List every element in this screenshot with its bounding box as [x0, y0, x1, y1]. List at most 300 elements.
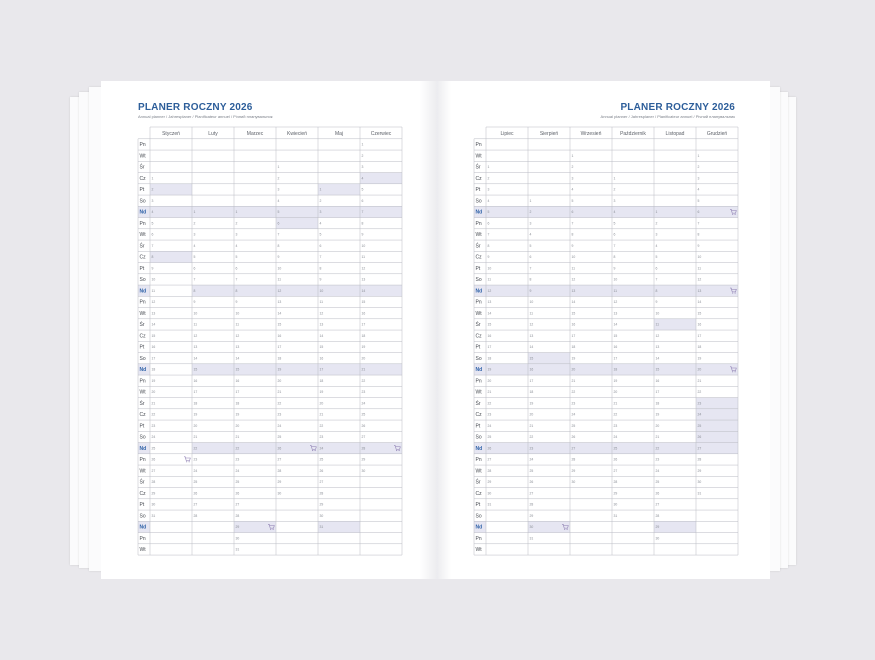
day-label: So [475, 513, 482, 520]
shaded-cell [234, 206, 276, 217]
day-number: 9 [571, 243, 574, 248]
day-number: 8 [235, 288, 238, 293]
day-number: 26 [361, 423, 366, 428]
day-label: Wt [475, 468, 482, 475]
day-number: 8 [655, 288, 658, 293]
day-number: 28 [277, 468, 282, 473]
day-number: 20 [235, 423, 240, 428]
day-number: 30 [571, 480, 576, 485]
day-number: 23 [319, 435, 324, 440]
day-label: Pn [139, 220, 146, 227]
day-label: Śr [475, 243, 481, 250]
day-number: 26 [487, 446, 492, 451]
day-number: 2 [529, 210, 532, 215]
day-label: Cz [475, 412, 482, 419]
day-label: Pn [139, 378, 146, 385]
shaded-cell [528, 443, 570, 454]
day-number: 17 [655, 390, 660, 395]
day-number: 18 [235, 401, 240, 406]
day-number: 6 [613, 232, 616, 237]
day-number: 7 [277, 232, 280, 237]
day-number: 14 [697, 300, 702, 305]
shaded-cell [696, 431, 738, 442]
shaded-cell [318, 443, 360, 454]
day-number: 6 [697, 210, 700, 215]
day-label: So [139, 355, 146, 362]
day-label: Nd [139, 209, 147, 216]
day-number: 29 [697, 468, 702, 473]
day-number: 12 [235, 333, 240, 338]
day-number: 13 [487, 300, 492, 305]
day-number: 22 [319, 423, 324, 428]
day-number: 16 [697, 322, 702, 327]
day-number: 28 [613, 480, 618, 485]
day-label: Pt [475, 502, 481, 509]
day-number: 17 [529, 378, 534, 383]
day-number: 19 [193, 412, 198, 417]
day-number: 18 [571, 345, 576, 350]
day-number: 31 [235, 547, 240, 552]
day-number: 12 [193, 333, 198, 338]
day-number: 1 [571, 153, 574, 158]
day-number: 30 [487, 491, 492, 496]
day-label: Wt [475, 389, 482, 396]
day-number: 27 [361, 435, 366, 440]
book-spine-shadow-right [437, 81, 451, 579]
day-number: 29 [571, 468, 576, 473]
day-number: 1 [319, 187, 322, 192]
shaded-cell [360, 364, 402, 375]
day-number: 9 [613, 266, 616, 271]
day-number: 23 [361, 390, 366, 395]
day-number: 10 [319, 288, 324, 293]
day-label: Pn [475, 142, 482, 149]
day-number: 18 [151, 367, 156, 372]
day-number: 11 [529, 311, 534, 316]
day-number: 4 [151, 210, 154, 215]
day-number: 14 [193, 356, 198, 361]
day-number: 12 [319, 311, 324, 316]
day-number: 28 [319, 491, 324, 496]
day-number: 10 [487, 266, 492, 271]
right-page [437, 81, 770, 579]
day-number: 18 [319, 378, 324, 383]
day-number: 15 [235, 367, 240, 372]
day-number: 25 [655, 480, 660, 485]
page-subtitle: Annual planner / Jahresplaner / Planificateur annuel / Річний планувальник [138, 114, 273, 119]
day-number: 11 [361, 255, 366, 260]
day-number: 28 [235, 513, 240, 518]
day-number: 24 [655, 468, 660, 473]
day-number: 31 [151, 513, 156, 518]
day-number: 13 [319, 322, 324, 327]
day-number: 28 [697, 457, 702, 462]
day-number: 31 [529, 536, 534, 541]
day-number: 24 [193, 468, 198, 473]
day-number: 12 [571, 277, 576, 282]
shaded-cell [696, 443, 738, 454]
day-number: 27 [697, 446, 702, 451]
day-number: 16 [655, 378, 660, 383]
day-number: 13 [655, 345, 660, 350]
day-number: 8 [193, 288, 196, 293]
day-number: 1 [613, 176, 616, 181]
shaded-cell [570, 285, 612, 296]
day-number: 29 [319, 502, 324, 507]
day-number: 28 [151, 480, 156, 485]
day-number: 14 [487, 311, 492, 316]
day-number: 24 [235, 468, 240, 473]
day-number: 1 [151, 176, 154, 181]
day-label: Wt [475, 547, 482, 554]
shaded-cell [486, 364, 528, 375]
day-number: 4 [319, 221, 322, 226]
day-number: 25 [319, 457, 324, 462]
day-number: 7 [319, 255, 322, 260]
day-number: 25 [361, 412, 366, 417]
day-number: 3 [193, 232, 196, 237]
day-number: 16 [235, 378, 240, 383]
day-label: Wt [475, 310, 482, 317]
shaded-cell [570, 364, 612, 375]
shaded-cell [528, 285, 570, 296]
day-number: 14 [361, 288, 366, 293]
day-number: 9 [151, 266, 154, 271]
day-number: 18 [655, 401, 660, 406]
day-number: 1 [235, 210, 238, 215]
calendar-grid-left [101, 81, 434, 579]
day-number: 3 [613, 198, 616, 203]
day-number: 21 [193, 435, 198, 440]
day-number: 7 [487, 232, 490, 237]
day-number: 15 [277, 322, 282, 327]
shaded-cell [486, 285, 528, 296]
day-number: 30 [655, 536, 660, 541]
page-subtitle: Annual planner / Jahresplaner / Planificateur annuel / Річний планувальник [600, 114, 735, 119]
day-number: 5 [277, 210, 280, 215]
day-number: 9 [361, 232, 364, 237]
day-number: 13 [193, 345, 198, 350]
day-number: 24 [613, 435, 618, 440]
day-label: Pt [139, 344, 145, 351]
day-label: Pn [475, 220, 482, 227]
day-label: Pt [475, 265, 481, 272]
shaded-cell [192, 443, 234, 454]
day-number: 18 [487, 356, 492, 361]
shaded-cell [150, 206, 192, 217]
day-number: 19 [151, 378, 156, 383]
day-number: 5 [529, 243, 532, 248]
day-number: 11 [487, 277, 492, 282]
day-number: 15 [319, 345, 324, 350]
day-number: 25 [697, 423, 702, 428]
shaded-cell [570, 443, 612, 454]
shaded-cell [696, 398, 738, 409]
day-number: 18 [277, 356, 282, 361]
day-label: Nd [475, 524, 483, 531]
day-label: Nd [139, 288, 147, 295]
day-number: 11 [697, 266, 702, 271]
day-number: 6 [193, 266, 196, 271]
day-number: 24 [277, 423, 282, 428]
shopping-cart-icon [184, 457, 190, 463]
day-number: 26 [529, 480, 534, 485]
day-number: 5 [571, 198, 574, 203]
day-number: 20 [571, 367, 576, 372]
day-number: 12 [361, 266, 366, 271]
day-number: 4 [361, 176, 364, 181]
day-number: 27 [655, 502, 660, 507]
day-label: Pn [475, 378, 482, 385]
day-number: 6 [529, 255, 532, 260]
day-label: Nd [475, 445, 483, 452]
day-number: 28 [361, 446, 366, 451]
day-number: 3 [277, 187, 280, 192]
day-number: 30 [529, 525, 534, 530]
day-number: 7 [529, 266, 532, 271]
day-number: 14 [235, 356, 240, 361]
day-number: 23 [613, 423, 618, 428]
day-number: 20 [529, 412, 534, 417]
day-label: Nd [475, 209, 483, 216]
day-label: Śr [475, 322, 481, 329]
day-number: 15 [655, 367, 660, 372]
day-number: 10 [697, 255, 702, 260]
day-number: 24 [319, 446, 324, 451]
day-number: 14 [655, 356, 660, 361]
day-label: So [475, 355, 482, 362]
day-number: 26 [655, 491, 660, 496]
day-label: So [139, 434, 146, 441]
day-number: 3 [235, 232, 238, 237]
day-number: 11 [277, 277, 282, 282]
day-number: 4 [235, 243, 238, 248]
day-number: 12 [655, 333, 660, 338]
day-number: 13 [571, 288, 576, 293]
day-number: 20 [697, 367, 702, 372]
day-number: 24 [151, 435, 156, 440]
day-number: 9 [235, 300, 238, 305]
day-number: 31 [487, 502, 492, 507]
day-number: 11 [235, 322, 240, 327]
day-number: 6 [151, 232, 154, 237]
day-number: 31 [319, 525, 324, 530]
day-number: 27 [571, 446, 576, 451]
day-number: 4 [193, 243, 196, 248]
shaded-cell [570, 206, 612, 217]
month-header: Sierpień [539, 131, 559, 137]
calendar-grid-right [437, 81, 770, 579]
day-number: 3 [529, 221, 532, 226]
day-number: 5 [193, 255, 196, 260]
shaded-cell [654, 364, 696, 375]
day-label: Śr [475, 164, 481, 171]
day-label: Pt [475, 344, 481, 351]
day-number: 15 [613, 333, 618, 338]
day-number: 26 [697, 435, 702, 440]
day-label: Pn [475, 299, 482, 306]
day-number: 9 [529, 288, 532, 293]
day-number: 1 [277, 165, 280, 170]
day-number: 8 [613, 255, 616, 260]
shaded-cell [318, 364, 360, 375]
day-number: 15 [193, 367, 198, 372]
day-label: Pn [139, 299, 146, 306]
day-number: 12 [151, 300, 156, 305]
day-number: 16 [193, 378, 198, 383]
day-number: 28 [571, 457, 576, 462]
day-number: 17 [193, 390, 198, 395]
day-number: 19 [277, 367, 282, 372]
day-number: 12 [277, 288, 282, 293]
day-number: 15 [529, 356, 534, 361]
day-number: 21 [235, 435, 240, 440]
day-number: 19 [319, 390, 324, 395]
day-label: Wt [139, 310, 146, 317]
day-label: Cz [475, 175, 482, 182]
day-number: 19 [487, 367, 492, 372]
day-number: 23 [277, 412, 282, 417]
day-label: Nd [139, 445, 147, 452]
day-number: 1 [361, 142, 364, 147]
day-number: 7 [571, 221, 574, 226]
day-number: 21 [529, 423, 534, 428]
day-label: Śr [139, 243, 145, 250]
day-number: 24 [697, 412, 702, 417]
day-number: 8 [529, 277, 532, 282]
day-number: 6 [319, 243, 322, 248]
day-number: 13 [529, 333, 534, 338]
shaded-cell [654, 319, 696, 330]
day-number: 8 [697, 232, 700, 237]
day-number: 7 [151, 243, 154, 248]
day-number: 12 [529, 322, 534, 327]
day-number: 10 [193, 311, 198, 316]
shaded-cell [360, 173, 402, 184]
day-number: 26 [277, 446, 282, 451]
day-number: 7 [613, 243, 616, 248]
day-number: 30 [235, 536, 240, 541]
day-number: 9 [487, 255, 490, 260]
day-number: 16 [613, 345, 618, 350]
day-number: 14 [319, 333, 324, 338]
day-number: 11 [655, 322, 660, 327]
day-number: 29 [529, 513, 534, 518]
shaded-cell [612, 364, 654, 375]
shaded-cell [654, 521, 696, 532]
day-label: Nd [475, 288, 483, 295]
day-number: 24 [361, 401, 366, 406]
day-number: 21 [361, 367, 366, 372]
day-number: 23 [529, 446, 534, 451]
day-number: 11 [613, 288, 618, 293]
day-number: 6 [487, 221, 490, 226]
day-number: 27 [529, 491, 534, 496]
day-number: 2 [151, 187, 154, 192]
day-label: Śr [139, 322, 145, 329]
day-number: 30 [319, 513, 324, 518]
day-number: 16 [319, 356, 324, 361]
day-number: 15 [697, 311, 702, 316]
day-number: 27 [487, 457, 492, 462]
day-label: Nd [139, 367, 147, 374]
day-number: 22 [487, 401, 492, 406]
day-label: Wt [139, 468, 146, 475]
day-number: 18 [697, 345, 702, 350]
day-number: 16 [571, 322, 576, 327]
day-number: 20 [487, 378, 492, 383]
day-number: 26 [193, 491, 198, 496]
shaded-cell [234, 285, 276, 296]
day-number: 24 [571, 412, 576, 417]
shaded-cell [150, 184, 192, 195]
day-number: 23 [235, 457, 240, 462]
day-number: 10 [613, 277, 618, 282]
day-number: 23 [193, 457, 198, 462]
day-number: 3 [487, 187, 490, 192]
day-number: 8 [151, 255, 154, 260]
day-label: Cz [139, 412, 146, 419]
day-number: 10 [277, 266, 282, 271]
day-number: 20 [193, 423, 198, 428]
day-number: 27 [613, 468, 618, 473]
day-number: 17 [277, 345, 282, 350]
day-number: 31 [697, 491, 702, 496]
day-number: 24 [529, 457, 534, 462]
day-number: 29 [487, 480, 492, 485]
day-number: 6 [571, 210, 574, 215]
day-number: 10 [571, 255, 576, 260]
day-number: 15 [487, 322, 492, 327]
day-number: 8 [319, 266, 322, 271]
day-number: 19 [613, 378, 618, 383]
page-title: PLANER ROCZNY 2026 [620, 102, 735, 113]
day-number: 19 [697, 356, 702, 361]
day-number: 13 [613, 311, 618, 316]
day-label: Pn [139, 535, 146, 542]
day-number: 21 [487, 390, 492, 395]
day-number: 19 [235, 412, 240, 417]
day-number: 22 [571, 390, 576, 395]
day-number: 28 [193, 513, 198, 518]
day-label: So [139, 277, 146, 284]
day-number: 26 [571, 435, 576, 440]
shaded-cell [276, 206, 318, 217]
day-number: 5 [235, 255, 238, 260]
day-number: 7 [697, 221, 700, 226]
day-label: So [475, 277, 482, 284]
day-label: Wt [139, 153, 146, 160]
shaded-cell [486, 206, 528, 217]
day-number: 11 [151, 288, 156, 293]
day-label: Śr [139, 164, 145, 171]
shaded-cell [528, 353, 570, 364]
day-label: So [475, 434, 482, 441]
day-number: 5 [361, 187, 364, 192]
shaded-cell [150, 251, 192, 262]
day-number: 25 [613, 446, 618, 451]
day-label: So [139, 198, 146, 205]
day-number: 20 [613, 390, 618, 395]
day-number: 17 [613, 356, 618, 361]
day-number: 6 [361, 198, 364, 203]
day-number: 20 [277, 378, 282, 383]
day-label: Cz [139, 490, 146, 497]
day-number: 20 [655, 423, 660, 428]
day-label: Pn [139, 457, 146, 464]
day-number: 7 [361, 210, 364, 215]
day-number: 16 [151, 345, 156, 350]
